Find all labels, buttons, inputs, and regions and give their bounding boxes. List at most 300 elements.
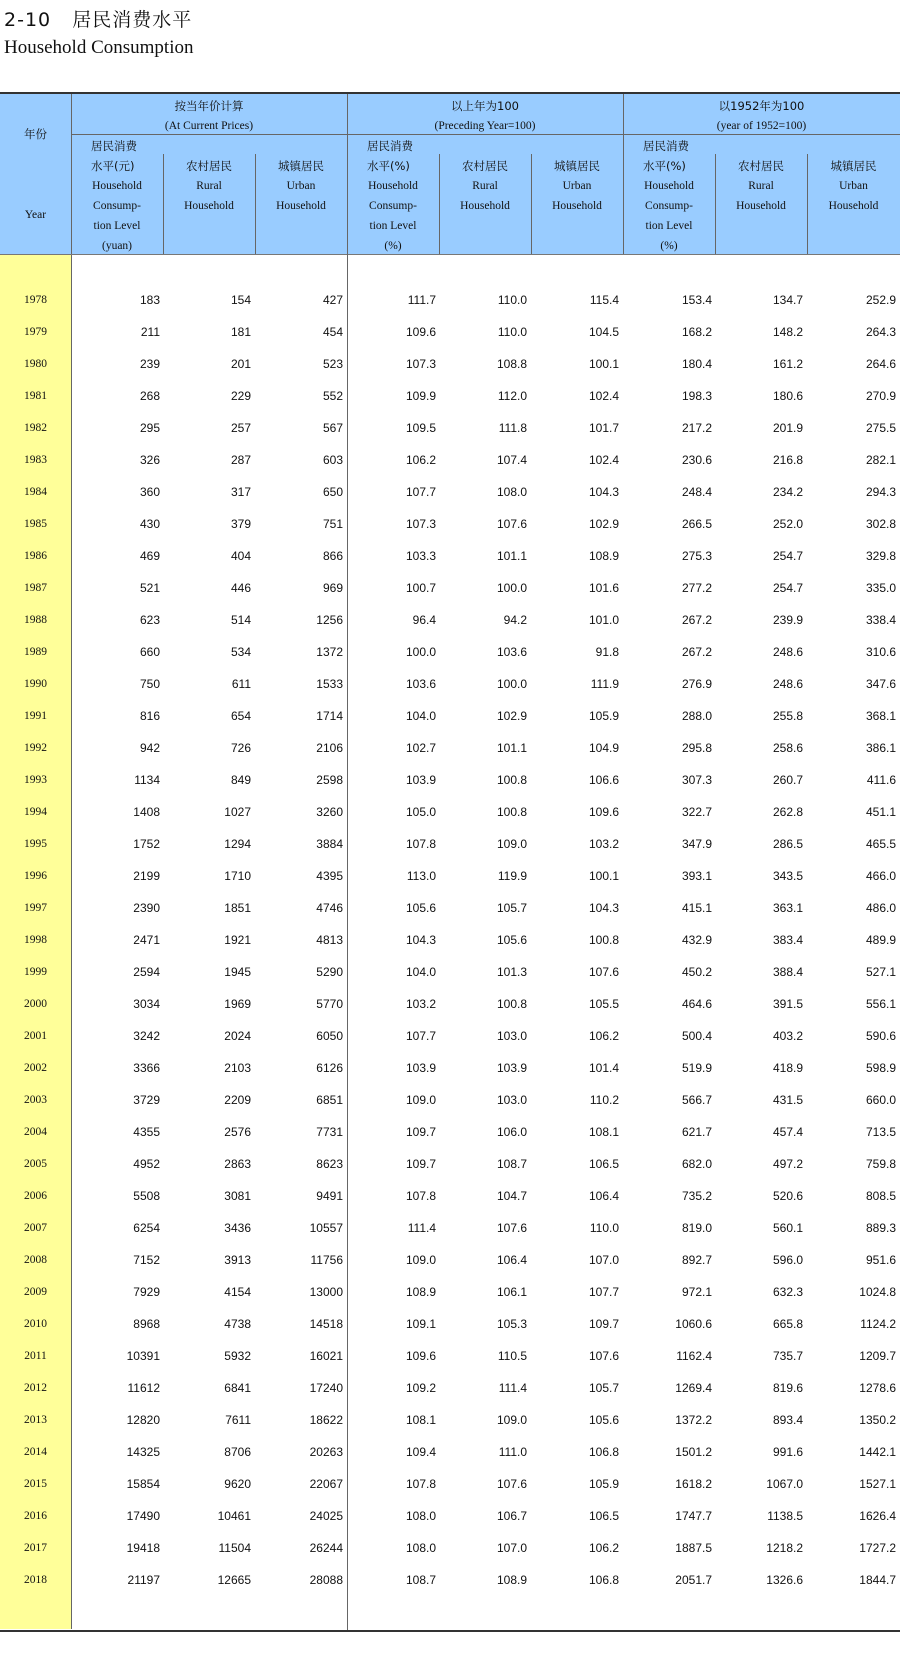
cell-level-yuan: 816 bbox=[139, 709, 160, 723]
cell-rural-1952: 248.6 bbox=[772, 645, 803, 659]
cell-rural-yuan: 154 bbox=[230, 293, 251, 307]
cell-rural-yuan: 379 bbox=[230, 517, 251, 531]
cell-rural-preceding: 100.8 bbox=[496, 773, 527, 787]
table-row bbox=[0, 612, 900, 644]
table-row bbox=[0, 516, 900, 548]
cell-rural-preceding: 109.0 bbox=[496, 1413, 527, 1427]
table-row bbox=[0, 1284, 900, 1316]
table-row bbox=[0, 1444, 900, 1476]
cell-level-1952: 168.2 bbox=[681, 325, 712, 339]
cell-urban-1952: 951.6 bbox=[865, 1253, 896, 1267]
cell-level-preceding: 107.7 bbox=[405, 485, 436, 499]
cell-level-preceding: 103.9 bbox=[405, 1061, 436, 1075]
cell-urban-1952: 1024.8 bbox=[859, 1285, 896, 1299]
cell-year: 2016 bbox=[24, 1510, 47, 1522]
cell-rural-preceding: 106.1 bbox=[496, 1285, 527, 1299]
cell-year: 1985 bbox=[24, 518, 47, 530]
cell-urban-preceding: 106.8 bbox=[588, 1445, 619, 1459]
cell-urban-1952: 1727.2 bbox=[859, 1541, 896, 1555]
cell-rural-yuan: 5932 bbox=[224, 1349, 251, 1363]
cell-year: 2002 bbox=[24, 1062, 47, 1074]
cell-level-1952: 972.1 bbox=[681, 1285, 712, 1299]
cell-level-yuan: 3242 bbox=[133, 1029, 160, 1043]
table-row bbox=[0, 484, 900, 516]
cell-urban-yuan: 18622 bbox=[309, 1413, 343, 1427]
cell-rural-preceding: 103.9 bbox=[496, 1061, 527, 1075]
cell-rural-yuan: 8706 bbox=[224, 1445, 251, 1459]
cell-urban-yuan: 2106 bbox=[316, 741, 343, 755]
cell-rural-1952: 286.5 bbox=[772, 837, 803, 851]
cell-rural-yuan: 726 bbox=[230, 741, 251, 755]
cell-rural-preceding: 110.5 bbox=[497, 1349, 527, 1363]
cell-rural-1952: 391.5 bbox=[772, 997, 803, 1011]
cell-level-yuan: 942 bbox=[139, 741, 160, 755]
cell-level-preceding: 109.7 bbox=[405, 1125, 436, 1139]
header-year-zh: 年份 bbox=[24, 127, 47, 141]
cell-urban-1952: 1124.2 bbox=[860, 1317, 896, 1331]
cell-rural-1952: 134.7 bbox=[772, 293, 803, 307]
cell-year: 1996 bbox=[24, 870, 47, 882]
cell-year: 2012 bbox=[24, 1382, 47, 1394]
cell-rural-preceding: 104.7 bbox=[496, 1189, 527, 1203]
cell-urban-1952: 889.3 bbox=[865, 1221, 896, 1235]
cell-urban-yuan: 13000 bbox=[309, 1285, 343, 1299]
cell-urban-preceding: 111.9 bbox=[590, 677, 619, 691]
cell-year: 2009 bbox=[24, 1286, 47, 1298]
cell-urban-1952: 759.8 bbox=[865, 1157, 896, 1171]
cell-rural-yuan: 514 bbox=[230, 613, 251, 627]
table-row bbox=[0, 1316, 900, 1348]
table-title bbox=[4, 5, 192, 32]
cell-year: 2015 bbox=[24, 1478, 47, 1490]
cell-level-1952: 267.2 bbox=[681, 645, 712, 659]
cell-rural-yuan: 2209 bbox=[224, 1093, 251, 1107]
cell-rural-yuan: 3913 bbox=[224, 1253, 251, 1267]
cell-urban-yuan: 969 bbox=[322, 581, 343, 595]
cell-urban-preceding: 115.4 bbox=[589, 293, 619, 307]
header-urban-current: 城镇居民 Urban Household bbox=[276, 159, 326, 212]
cell-urban-1952: 466.0 bbox=[865, 869, 896, 883]
cell-year: 1999 bbox=[24, 966, 47, 978]
cell-urban-yuan: 3884 bbox=[316, 837, 343, 851]
cell-rural-preceding: 108.9 bbox=[496, 1573, 527, 1587]
cell-level-yuan: 2471 bbox=[133, 933, 160, 947]
cell-level-1952: 295.8 bbox=[681, 741, 712, 755]
cell-rural-1952: 161.2 bbox=[772, 357, 803, 371]
cell-rural-yuan: 10461 bbox=[217, 1509, 251, 1523]
header-level-1952: 居民消费 水平(%) Household Consump- tion Level (%) bbox=[643, 139, 694, 252]
cell-level-preceding: 108.9 bbox=[405, 1285, 436, 1299]
cell-level-preceding: 109.2 bbox=[405, 1381, 436, 1395]
cell-level-1952: 266.5 bbox=[681, 517, 712, 531]
cell-rural-1952: 497.2 bbox=[772, 1157, 803, 1171]
cell-level-1952: 307.3 bbox=[681, 773, 712, 787]
cell-urban-preceding: 102.9 bbox=[588, 517, 619, 531]
cell-rural-1952: 383.4 bbox=[772, 933, 803, 947]
cell-level-yuan: 2199 bbox=[133, 869, 160, 883]
cell-level-preceding: 106.2 bbox=[405, 453, 436, 467]
table-row bbox=[0, 548, 900, 580]
table-row bbox=[0, 964, 900, 996]
table-row bbox=[0, 324, 900, 356]
cell-urban-yuan: 454 bbox=[322, 325, 343, 339]
table-row bbox=[0, 676, 900, 708]
cell-level-1952: 267.2 bbox=[681, 613, 712, 627]
table-row bbox=[0, 1220, 900, 1252]
cell-rural-1952: 431.5 bbox=[772, 1093, 803, 1107]
cell-rural-preceding: 101.1 bbox=[496, 741, 527, 755]
cell-level-yuan: 21197 bbox=[127, 1573, 160, 1587]
cell-urban-preceding: 109.6 bbox=[588, 805, 619, 819]
cell-rural-preceding: 107.6 bbox=[496, 1221, 527, 1235]
cell-rural-preceding: 111.4 bbox=[498, 1381, 527, 1395]
cell-rural-preceding: 102.9 bbox=[496, 709, 527, 723]
cell-urban-preceding: 105.9 bbox=[588, 1477, 619, 1491]
cell-level-preceding: 108.0 bbox=[405, 1509, 436, 1523]
table-row bbox=[0, 1188, 900, 1220]
table-row bbox=[0, 1028, 900, 1060]
cell-urban-yuan: 10557 bbox=[309, 1221, 343, 1235]
header-year-en: Year bbox=[24, 209, 47, 221]
cell-urban-preceding: 102.4 bbox=[588, 389, 619, 403]
cell-rural-1952: 343.5 bbox=[772, 869, 803, 883]
cell-level-preceding: 111.4 bbox=[407, 1221, 436, 1235]
header-level-preceding: 居民消费 水平(%) Household Consump- tion Level (%) bbox=[367, 139, 418, 252]
group-header-preceding-year: 以上年为100 (Preceding Year=100) bbox=[434, 99, 536, 132]
table-row bbox=[0, 1156, 900, 1188]
cell-rural-yuan: 11504 bbox=[218, 1541, 251, 1555]
cell-level-1952: 277.2 bbox=[681, 581, 712, 595]
cell-rural-preceding: 100.0 bbox=[496, 677, 527, 691]
cell-year: 1979 bbox=[24, 326, 47, 338]
cell-year: 1991 bbox=[24, 710, 47, 722]
cell-urban-1952: 411.6 bbox=[866, 773, 896, 787]
cell-year: 1983 bbox=[24, 454, 47, 466]
cell-urban-yuan: 603 bbox=[322, 453, 343, 467]
cell-rural-preceding: 103.6 bbox=[496, 645, 527, 659]
cell-urban-1952: 264.3 bbox=[865, 325, 896, 339]
cell-level-yuan: 11612 bbox=[127, 1381, 160, 1395]
cell-rural-1952: 148.2 bbox=[772, 325, 803, 339]
header-level-yuan: 居民消费 水平(元) Household Consump- tion Level (yuan) bbox=[91, 139, 142, 252]
cell-year: 2004 bbox=[24, 1126, 47, 1138]
cell-level-yuan: 1134 bbox=[134, 773, 160, 787]
cell-rural-preceding: 105.6 bbox=[496, 933, 527, 947]
cell-level-1952: 682.0 bbox=[681, 1157, 712, 1171]
cell-urban-preceding: 101.4 bbox=[588, 1061, 619, 1075]
cell-level-1952: 735.2 bbox=[681, 1189, 712, 1203]
cell-urban-1952: 252.9 bbox=[865, 293, 896, 307]
cell-urban-1952: 465.5 bbox=[865, 837, 896, 851]
group-header-1952: 以1952年为100 (year of 1952=100) bbox=[716, 99, 807, 132]
cell-level-yuan: 12820 bbox=[126, 1413, 160, 1427]
cell-level-1952: 415.1 bbox=[681, 901, 712, 915]
cell-level-yuan: 521 bbox=[139, 581, 160, 595]
cell-level-preceding: 109.0 bbox=[405, 1093, 436, 1107]
cell-urban-yuan: 7731 bbox=[316, 1125, 343, 1139]
cell-level-yuan: 14325 bbox=[126, 1445, 160, 1459]
cell-level-preceding: 109.1 bbox=[405, 1317, 436, 1331]
cell-rural-yuan: 1969 bbox=[224, 997, 251, 1011]
cell-level-1952: 432.9 bbox=[681, 933, 712, 947]
cell-level-preceding: 109.5 bbox=[405, 421, 436, 435]
cell-urban-preceding: 110.2 bbox=[589, 1093, 619, 1107]
cell-urban-yuan: 650 bbox=[322, 485, 343, 499]
cell-year: 1994 bbox=[24, 806, 47, 818]
cell-urban-preceding: 104.3 bbox=[588, 485, 619, 499]
cell-urban-1952: 489.9 bbox=[865, 933, 896, 947]
cell-rural-yuan: 317 bbox=[230, 485, 251, 499]
cell-level-preceding: 111.7 bbox=[407, 293, 436, 307]
cell-urban-1952: 1527.1 bbox=[859, 1477, 896, 1491]
cell-rural-preceding: 108.8 bbox=[496, 357, 527, 371]
cell-year: 1989 bbox=[24, 646, 47, 658]
cell-rural-yuan: 654 bbox=[230, 709, 251, 723]
cell-urban-1952: 556.1 bbox=[865, 997, 896, 1011]
cell-urban-1952: 282.1 bbox=[865, 453, 896, 467]
cell-level-preceding: 103.2 bbox=[405, 997, 436, 1011]
cell-urban-yuan: 427 bbox=[322, 293, 343, 307]
cell-urban-preceding: 107.6 bbox=[588, 965, 619, 979]
cell-level-1952: 1269.4 bbox=[675, 1381, 712, 1395]
cell-rural-1952: 1138.5 bbox=[767, 1509, 803, 1523]
cell-rural-1952: 258.6 bbox=[772, 741, 803, 755]
cell-year: 1995 bbox=[24, 838, 47, 850]
cell-rural-preceding: 103.0 bbox=[496, 1029, 527, 1043]
cell-year: 1984 bbox=[24, 486, 47, 498]
cell-urban-preceding: 106.2 bbox=[588, 1541, 619, 1555]
cell-year: 2013 bbox=[24, 1414, 47, 1426]
cell-urban-1952: 660.0 bbox=[865, 1093, 896, 1107]
cell-urban-yuan: 9491 bbox=[316, 1189, 343, 1203]
cell-rural-preceding: 100.8 bbox=[496, 805, 527, 819]
cell-rural-yuan: 2863 bbox=[224, 1157, 251, 1171]
cell-year: 2008 bbox=[24, 1254, 47, 1266]
table-body bbox=[0, 292, 900, 1604]
cell-urban-preceding: 101.0 bbox=[588, 613, 619, 627]
cell-urban-1952: 294.3 bbox=[865, 485, 896, 499]
cell-urban-yuan: 866 bbox=[322, 549, 343, 563]
cell-level-1952: 450.2 bbox=[681, 965, 712, 979]
cell-year: 2017 bbox=[24, 1542, 47, 1554]
cell-rural-yuan: 6841 bbox=[224, 1381, 251, 1395]
cell-rural-preceding: 110.0 bbox=[497, 293, 527, 307]
table-row bbox=[0, 1572, 900, 1604]
cell-rural-yuan: 2103 bbox=[224, 1061, 251, 1075]
cell-rural-1952: 1218.2 bbox=[766, 1541, 803, 1555]
cell-rural-yuan: 3081 bbox=[224, 1189, 251, 1203]
cell-level-1952: 519.9 bbox=[681, 1061, 712, 1075]
table-row bbox=[0, 868, 900, 900]
cell-urban-1952: 486.0 bbox=[865, 901, 896, 915]
group-header-current-prices: 按当年价计算 (At Current Prices) bbox=[164, 99, 254, 132]
cell-urban-yuan: 24025 bbox=[309, 1509, 343, 1523]
cell-level-1952: 180.4 bbox=[681, 357, 712, 371]
cell-urban-yuan: 20263 bbox=[309, 1445, 343, 1459]
cell-rural-preceding: 108.0 bbox=[496, 485, 527, 499]
cell-level-preceding: 107.3 bbox=[405, 517, 436, 531]
cell-level-1952: 322.7 bbox=[681, 805, 712, 819]
cell-rural-yuan: 446 bbox=[230, 581, 251, 595]
cell-rural-1952: 991.6 bbox=[772, 1445, 803, 1459]
cell-level-yuan: 4355 bbox=[133, 1125, 160, 1139]
cell-year: 2014 bbox=[24, 1446, 47, 1458]
cell-rural-preceding: 106.0 bbox=[496, 1125, 527, 1139]
cell-urban-yuan: 567 bbox=[322, 421, 343, 435]
cell-urban-preceding: 104.3 bbox=[588, 901, 619, 915]
cell-year: 2006 bbox=[24, 1190, 47, 1202]
cell-urban-yuan: 552 bbox=[322, 389, 343, 403]
table-row bbox=[0, 900, 900, 932]
cell-urban-yuan: 22067 bbox=[309, 1477, 343, 1491]
cell-rural-1952: 418.9 bbox=[772, 1061, 803, 1075]
table-row bbox=[0, 1380, 900, 1412]
cell-urban-yuan: 4746 bbox=[316, 901, 343, 915]
cell-urban-yuan: 751 bbox=[322, 517, 343, 531]
cell-year: 1992 bbox=[24, 742, 47, 754]
cell-rural-preceding: 101.1 bbox=[496, 549, 527, 563]
cell-level-1952: 248.4 bbox=[681, 485, 712, 499]
table-row bbox=[0, 1476, 900, 1508]
cell-level-preceding: 107.8 bbox=[405, 1477, 436, 1491]
cell-rural-1952: 252.0 bbox=[772, 517, 803, 531]
cell-year: 2010 bbox=[24, 1318, 47, 1330]
table-row bbox=[0, 420, 900, 452]
cell-level-yuan: 360 bbox=[139, 485, 160, 499]
cell-year: 1998 bbox=[24, 934, 47, 946]
cell-rural-1952: 457.4 bbox=[772, 1125, 803, 1139]
cell-level-1952: 1887.5 bbox=[675, 1541, 712, 1555]
cell-rural-preceding: 94.2 bbox=[503, 613, 527, 627]
header-urban-preceding: 城镇居民 Urban Household bbox=[552, 159, 602, 212]
cell-year: 1987 bbox=[24, 582, 47, 594]
cell-rural-1952: 665.8 bbox=[772, 1317, 803, 1331]
cell-level-1952: 464.6 bbox=[681, 997, 712, 1011]
cell-rural-1952: 520.6 bbox=[772, 1189, 803, 1203]
cell-urban-preceding: 100.1 bbox=[588, 357, 619, 371]
table-row bbox=[0, 452, 900, 484]
cell-level-yuan: 3366 bbox=[133, 1061, 160, 1075]
cell-level-yuan: 295 bbox=[139, 421, 160, 435]
cell-rural-preceding: 100.0 bbox=[496, 581, 527, 595]
table-row bbox=[0, 772, 900, 804]
cell-level-1952: 393.1 bbox=[681, 869, 712, 883]
cell-urban-preceding: 105.9 bbox=[588, 709, 619, 723]
cell-year: 1988 bbox=[24, 614, 47, 626]
cell-urban-preceding: 107.0 bbox=[588, 1253, 619, 1267]
table-row bbox=[0, 1252, 900, 1284]
cell-urban-1952: 590.6 bbox=[865, 1029, 896, 1043]
cell-level-1952: 1618.2 bbox=[675, 1477, 712, 1491]
cell-level-preceding: 108.1 bbox=[405, 1413, 436, 1427]
cell-rural-preceding: 105.7 bbox=[496, 901, 527, 915]
cell-rural-yuan: 611 bbox=[231, 677, 251, 691]
cell-urban-1952: 1350.2 bbox=[859, 1413, 896, 1427]
cell-level-1952: 621.7 bbox=[681, 1125, 712, 1139]
cell-urban-preceding: 101.7 bbox=[588, 421, 619, 435]
cell-urban-yuan: 4813 bbox=[316, 933, 343, 947]
cell-rural-1952: 1326.6 bbox=[766, 1573, 803, 1587]
table-row bbox=[0, 1412, 900, 1444]
cell-urban-preceding: 106.8 bbox=[588, 1573, 619, 1587]
table-row bbox=[0, 708, 900, 740]
cell-urban-preceding: 108.9 bbox=[588, 549, 619, 563]
cell-year: 2005 bbox=[24, 1158, 47, 1170]
cell-rural-preceding: 109.0 bbox=[496, 837, 527, 851]
cell-rural-yuan: 3436 bbox=[224, 1221, 251, 1235]
cell-rural-preceding: 110.0 bbox=[497, 325, 527, 339]
cell-year: 2011 bbox=[24, 1350, 47, 1362]
cell-urban-yuan: 6851 bbox=[316, 1093, 343, 1107]
cell-urban-yuan: 17240 bbox=[309, 1381, 343, 1395]
cell-urban-yuan: 3260 bbox=[316, 805, 343, 819]
cell-urban-1952: 275.5 bbox=[865, 421, 896, 435]
cell-level-preceding: 96.4 bbox=[412, 613, 436, 627]
cell-urban-1952: 527.1 bbox=[865, 965, 896, 979]
cell-year: 2001 bbox=[24, 1030, 47, 1042]
cell-urban-preceding: 100.8 bbox=[588, 933, 619, 947]
cell-level-yuan: 2390 bbox=[133, 901, 160, 915]
cell-level-yuan: 10391 bbox=[126, 1349, 160, 1363]
cell-urban-preceding: 104.9 bbox=[588, 741, 619, 755]
cell-year: 1997 bbox=[24, 902, 47, 914]
cell-rural-1952: 254.7 bbox=[772, 581, 803, 595]
table-row bbox=[0, 580, 900, 612]
cell-urban-1952: 347.6 bbox=[865, 677, 896, 691]
cell-level-preceding: 107.7 bbox=[405, 1029, 436, 1043]
cell-year: 2003 bbox=[24, 1094, 47, 1106]
cell-rural-preceding: 107.4 bbox=[496, 453, 527, 467]
cell-rural-yuan: 12665 bbox=[217, 1573, 251, 1587]
cell-level-yuan: 7152 bbox=[133, 1253, 160, 1267]
cell-level-yuan: 469 bbox=[139, 549, 160, 563]
cell-urban-preceding: 102.4 bbox=[588, 453, 619, 467]
cell-urban-1952: 270.9 bbox=[865, 389, 896, 403]
cell-year: 1990 bbox=[24, 678, 47, 690]
cell-urban-1952: 386.1 bbox=[865, 741, 896, 755]
table-title-en: Household Consumption bbox=[4, 37, 194, 58]
cell-rural-preceding: 107.6 bbox=[496, 517, 527, 531]
cell-level-preceding: 100.7 bbox=[405, 581, 436, 595]
header-rural-current: 农村居民 Rural Household bbox=[184, 159, 234, 212]
cell-level-yuan: 750 bbox=[139, 677, 160, 691]
cell-rural-1952: 735.7 bbox=[772, 1349, 803, 1363]
cell-level-yuan: 7929 bbox=[133, 1285, 160, 1299]
cell-level-preceding: 109.0 bbox=[405, 1253, 436, 1267]
table-row bbox=[0, 388, 900, 420]
cell-urban-yuan: 11756 bbox=[310, 1253, 343, 1267]
cell-urban-1952: 1844.7 bbox=[859, 1573, 896, 1587]
cell-rural-1952: 262.8 bbox=[772, 805, 803, 819]
table-row bbox=[0, 1540, 900, 1572]
cell-level-1952: 153.4 bbox=[681, 293, 712, 307]
header-urban-1952: 城镇居民 Urban Household bbox=[828, 159, 879, 212]
cell-level-1952: 217.2 bbox=[681, 421, 712, 435]
cell-level-1952: 230.6 bbox=[681, 453, 712, 467]
cell-level-1952: 276.9 bbox=[681, 677, 712, 691]
cell-level-preceding: 109.9 bbox=[405, 389, 436, 403]
cell-urban-yuan: 1256 bbox=[316, 613, 343, 627]
cell-rural-1952: 388.4 bbox=[772, 965, 803, 979]
table-row bbox=[0, 740, 900, 772]
cell-rural-preceding: 106.4 bbox=[496, 1253, 527, 1267]
cell-level-yuan: 17490 bbox=[126, 1509, 160, 1523]
cell-rural-preceding: 111.0 bbox=[498, 1445, 527, 1459]
cell-urban-yuan: 2598 bbox=[316, 773, 343, 787]
cell-level-1952: 1372.2 bbox=[675, 1413, 712, 1427]
cell-urban-preceding: 101.6 bbox=[588, 581, 619, 595]
cell-urban-preceding: 100.1 bbox=[588, 869, 619, 883]
